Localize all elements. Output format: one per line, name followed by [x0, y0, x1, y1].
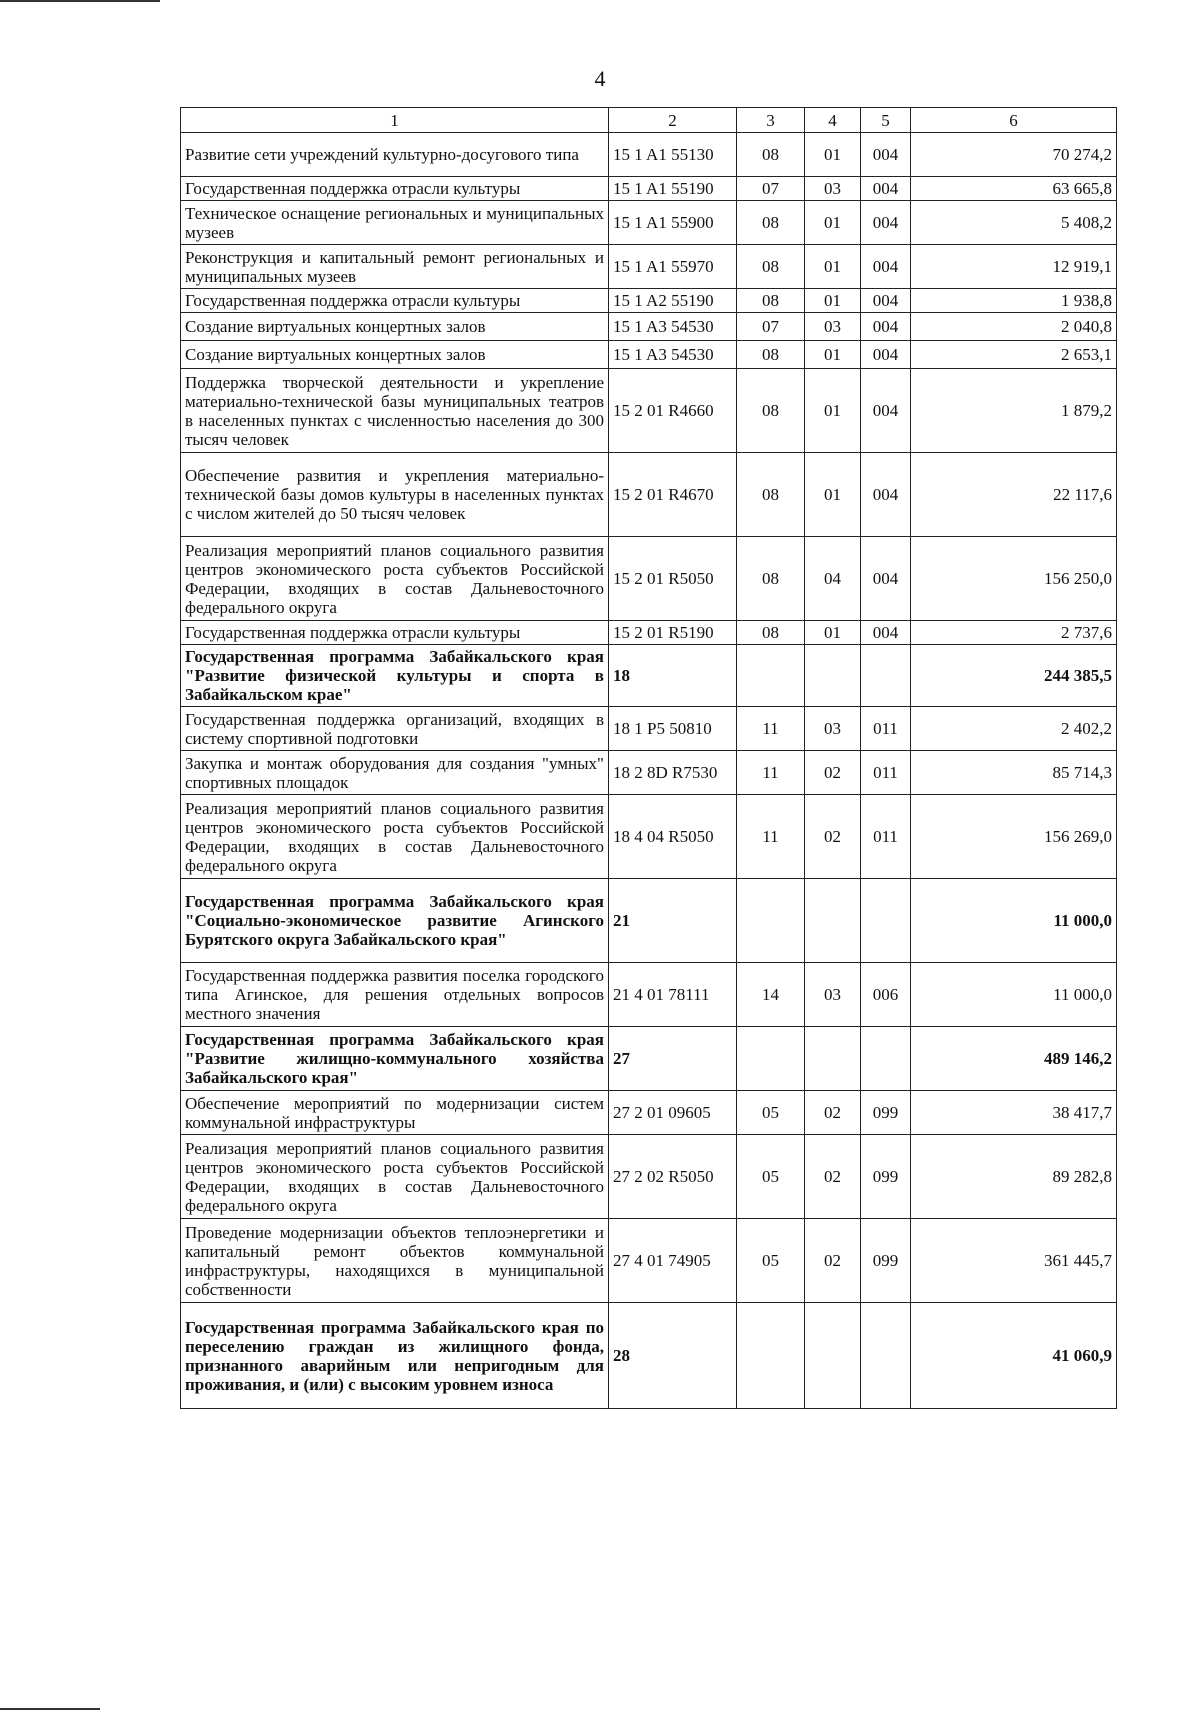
program-row	[181, 645, 1117, 707]
subsection-cell: 03	[805, 177, 861, 201]
subsection-cell: 01	[805, 133, 861, 177]
table-row	[181, 201, 1117, 245]
code-cell: 18 1 P5 50810	[609, 707, 737, 751]
expense-type-cell	[861, 645, 911, 707]
section-cell	[737, 1303, 805, 1409]
amount-cell: 89 282,8	[911, 1135, 1117, 1219]
amount-cell: 2 653,1	[911, 341, 1117, 369]
code-cell: 15 1 A1 55900	[609, 201, 737, 245]
section-cell: 07	[737, 177, 805, 201]
name-cell: Государственная поддержка отрасли культуры	[181, 177, 609, 201]
section-cell: 08	[737, 453, 805, 537]
subsection-cell	[805, 1027, 861, 1091]
subsection-cell	[805, 1303, 861, 1409]
expense-type-cell: 004	[861, 201, 911, 245]
header-cell: 6	[911, 108, 1117, 133]
code-cell: 15 1 A3 54530	[609, 341, 737, 369]
code-cell: 21	[609, 879, 737, 963]
amount-cell: 11 000,0	[911, 963, 1117, 1027]
name-cell: Проведение модернизации объектов теплоэнергетики и капитальный ремонт объектов коммунальной инфраструктуры, находящихся в муниципальной собственности	[181, 1219, 609, 1303]
amount-cell: 1 938,8	[911, 289, 1117, 313]
expense-type-cell: 011	[861, 795, 911, 879]
amount-cell: 5 408,2	[911, 201, 1117, 245]
section-cell: 11	[737, 751, 805, 795]
subsection-cell	[805, 879, 861, 963]
code-cell: 15 2 01 R4660	[609, 369, 737, 453]
expense-type-cell: 006	[861, 963, 911, 1027]
amount-cell: 156 250,0	[911, 537, 1117, 621]
table-header-row	[181, 108, 1117, 133]
section-cell: 05	[737, 1219, 805, 1303]
table-row	[181, 245, 1117, 289]
table-row	[181, 963, 1117, 1027]
subsection-cell: 01	[805, 245, 861, 289]
name-cell: Поддержка творческой деятельности и укрепление материально-технической базы муниципальных театров в населенных пунктах с численностью населения до 300 тысяч человек	[181, 369, 609, 453]
section-cell	[737, 645, 805, 707]
amount-cell: 1 879,2	[911, 369, 1117, 453]
amount-cell: 361 445,7	[911, 1219, 1117, 1303]
expense-type-cell: 099	[861, 1091, 911, 1135]
scan-edge-mark	[0, 1708, 100, 1710]
code-cell: 15 1 A2 55190	[609, 289, 737, 313]
subsection-cell: 03	[805, 963, 861, 1027]
amount-cell: 2 040,8	[911, 313, 1117, 341]
amount-cell: 38 417,7	[911, 1091, 1117, 1135]
section-cell: 14	[737, 963, 805, 1027]
table-row	[181, 313, 1117, 341]
code-cell: 18 4 04 R5050	[609, 795, 737, 879]
section-cell: 08	[737, 369, 805, 453]
name-cell: Обеспечение мероприятий по модернизации систем коммунальной инфраструктуры	[181, 1091, 609, 1135]
subsection-cell: 02	[805, 1135, 861, 1219]
name-cell: Государственная поддержка отрасли культуры	[181, 289, 609, 313]
expense-type-cell: 004	[861, 369, 911, 453]
table-body	[181, 108, 1117, 1409]
expense-type-cell	[861, 879, 911, 963]
table-row	[181, 707, 1117, 751]
subsection-cell: 04	[805, 537, 861, 621]
expense-type-cell: 004	[861, 177, 911, 201]
subsection-cell: 01	[805, 289, 861, 313]
table-row	[181, 1135, 1117, 1219]
expense-type-cell: 004	[861, 289, 911, 313]
code-cell: 15 1 A1 55130	[609, 133, 737, 177]
code-cell: 15 1 A1 55970	[609, 245, 737, 289]
name-cell: Государственная поддержка развития поселка городского типа Агинское, для решения отдельных вопросов местного значения	[181, 963, 609, 1027]
name-cell: Создание виртуальных концертных залов	[181, 313, 609, 341]
expense-type-cell	[861, 1027, 911, 1091]
name-cell: Реконструкция и капитальный ремонт региональных и муниципальных музеев	[181, 245, 609, 289]
section-cell: 08	[737, 537, 805, 621]
amount-cell: 156 269,0	[911, 795, 1117, 879]
subsection-cell: 01	[805, 369, 861, 453]
subsection-cell: 02	[805, 1219, 861, 1303]
table-row	[181, 369, 1117, 453]
subsection-cell: 01	[805, 201, 861, 245]
subsection-cell: 03	[805, 313, 861, 341]
table-row	[181, 1219, 1117, 1303]
code-cell: 18 2 8D R7530	[609, 751, 737, 795]
amount-cell: 41 060,9	[911, 1303, 1117, 1409]
code-cell: 21 4 01 78111	[609, 963, 737, 1027]
expense-type-cell: 004	[861, 313, 911, 341]
section-cell: 11	[737, 707, 805, 751]
program-row	[181, 1027, 1117, 1091]
name-cell: Реализация мероприятий планов социального развития центров экономического роста субъектов Российской Федерации, входящих в состав Дальневосточного федерального округа	[181, 1135, 609, 1219]
code-cell: 15 2 01 R5050	[609, 537, 737, 621]
name-cell: Закупка и монтаж оборудования для создания "умных" спортивных площадок	[181, 751, 609, 795]
subsection-cell: 03	[805, 707, 861, 751]
expense-type-cell: 004	[861, 537, 911, 621]
section-cell	[737, 879, 805, 963]
table-row	[181, 795, 1117, 879]
subsection-cell: 02	[805, 1091, 861, 1135]
code-cell: 27 2 02 R5050	[609, 1135, 737, 1219]
header-cell: 1	[181, 108, 609, 133]
scan-edge-mark	[0, 0, 160, 2]
expense-type-cell: 011	[861, 707, 911, 751]
header-cell: 2	[609, 108, 737, 133]
expense-type-cell: 011	[861, 751, 911, 795]
expense-type-cell	[861, 1303, 911, 1409]
amount-cell: 2 737,6	[911, 621, 1117, 645]
expense-type-cell: 004	[861, 245, 911, 289]
code-cell: 15 2 01 R4670	[609, 453, 737, 537]
section-cell: 08	[737, 133, 805, 177]
subsection-cell: 01	[805, 621, 861, 645]
section-cell: 11	[737, 795, 805, 879]
budget-table	[180, 107, 1117, 1409]
section-cell: 08	[737, 621, 805, 645]
table-row	[181, 751, 1117, 795]
name-cell: Развитие сети учреждений культурно-досугового типа	[181, 133, 609, 177]
name-cell: Создание виртуальных концертных залов	[181, 341, 609, 369]
table-row	[181, 133, 1117, 177]
subsection-cell: 02	[805, 795, 861, 879]
name-cell: Государственная поддержка организаций, входящих в систему спортивной подготовки	[181, 707, 609, 751]
header-cell: 5	[861, 108, 911, 133]
expense-type-cell: 004	[861, 453, 911, 537]
table-row	[181, 621, 1117, 645]
table-row	[181, 453, 1117, 537]
name-cell: Техническое оснащение региональных и муниципальных музеев	[181, 201, 609, 245]
section-cell: 08	[737, 201, 805, 245]
amount-cell: 22 117,6	[911, 453, 1117, 537]
amount-cell: 12 919,1	[911, 245, 1117, 289]
program-row	[181, 879, 1117, 963]
expense-type-cell: 004	[861, 133, 911, 177]
program-row	[181, 1303, 1117, 1409]
code-cell: 27 4 01 74905	[609, 1219, 737, 1303]
amount-cell: 2 402,2	[911, 707, 1117, 751]
name-cell: Государственная программа Забайкальского края "Развитие физической культуры и спорта в Забайкальском крае"	[181, 645, 609, 707]
code-cell: 27	[609, 1027, 737, 1091]
code-cell: 27 2 01 09605	[609, 1091, 737, 1135]
name-cell: Государственная программа Забайкальского края "Развитие жилищно-коммунального хозяйства Забайкальского края"	[181, 1027, 609, 1091]
section-cell	[737, 1027, 805, 1091]
amount-cell: 63 665,8	[911, 177, 1117, 201]
expense-type-cell: 004	[861, 341, 911, 369]
name-cell: Государственная программа Забайкальского края по переселению граждан из жилищного фонда, признанного аварийным или непригодным для проживания, и (или) с высоким уровнем износа	[181, 1303, 609, 1409]
code-cell: 15 1 A1 55190	[609, 177, 737, 201]
table-row	[181, 177, 1117, 201]
section-cell: 05	[737, 1135, 805, 1219]
code-cell: 15 2 01 R5190	[609, 621, 737, 645]
name-cell: Государственная программа Забайкальского края "Социально-экономическое развитие Агинского Бурятского округа Забайкальского края"	[181, 879, 609, 963]
amount-cell: 489 146,2	[911, 1027, 1117, 1091]
name-cell: Реализация мероприятий планов социального развития центров экономического роста субъектов Российской Федерации, входящих в состав Дальневосточного федерального округа	[181, 537, 609, 621]
code-cell: 28	[609, 1303, 737, 1409]
section-cell: 05	[737, 1091, 805, 1135]
table-row	[181, 537, 1117, 621]
name-cell: Реализация мероприятий планов социального развития центров экономического роста субъектов Российской Федерации, входящих в состав Дальневосточного федерального округа	[181, 795, 609, 879]
section-cell: 08	[737, 289, 805, 313]
code-cell: 15 1 A3 54530	[609, 313, 737, 341]
section-cell: 08	[737, 245, 805, 289]
amount-cell: 244 385,5	[911, 645, 1117, 707]
code-cell: 18	[609, 645, 737, 707]
table-row	[181, 289, 1117, 313]
expense-type-cell: 099	[861, 1219, 911, 1303]
table-row	[181, 1091, 1117, 1135]
header-cell: 3	[737, 108, 805, 133]
subsection-cell	[805, 645, 861, 707]
name-cell: Обеспечение развития и укрепления материально-технической базы домов культуры в населенных пунктах с числом жителей до 50 тысяч человек	[181, 453, 609, 537]
amount-cell: 85 714,3	[911, 751, 1117, 795]
table-row	[181, 341, 1117, 369]
subsection-cell: 02	[805, 751, 861, 795]
page-number: 4	[594, 66, 606, 91]
section-cell: 08	[737, 341, 805, 369]
expense-type-cell: 099	[861, 1135, 911, 1219]
subsection-cell: 01	[805, 341, 861, 369]
expense-type-cell: 004	[861, 621, 911, 645]
subsection-cell: 01	[805, 453, 861, 537]
amount-cell: 70 274,2	[911, 133, 1117, 177]
section-cell: 07	[737, 313, 805, 341]
amount-cell: 11 000,0	[911, 879, 1117, 963]
name-cell: Государственная поддержка отрасли культуры	[181, 621, 609, 645]
header-cell: 4	[805, 108, 861, 133]
